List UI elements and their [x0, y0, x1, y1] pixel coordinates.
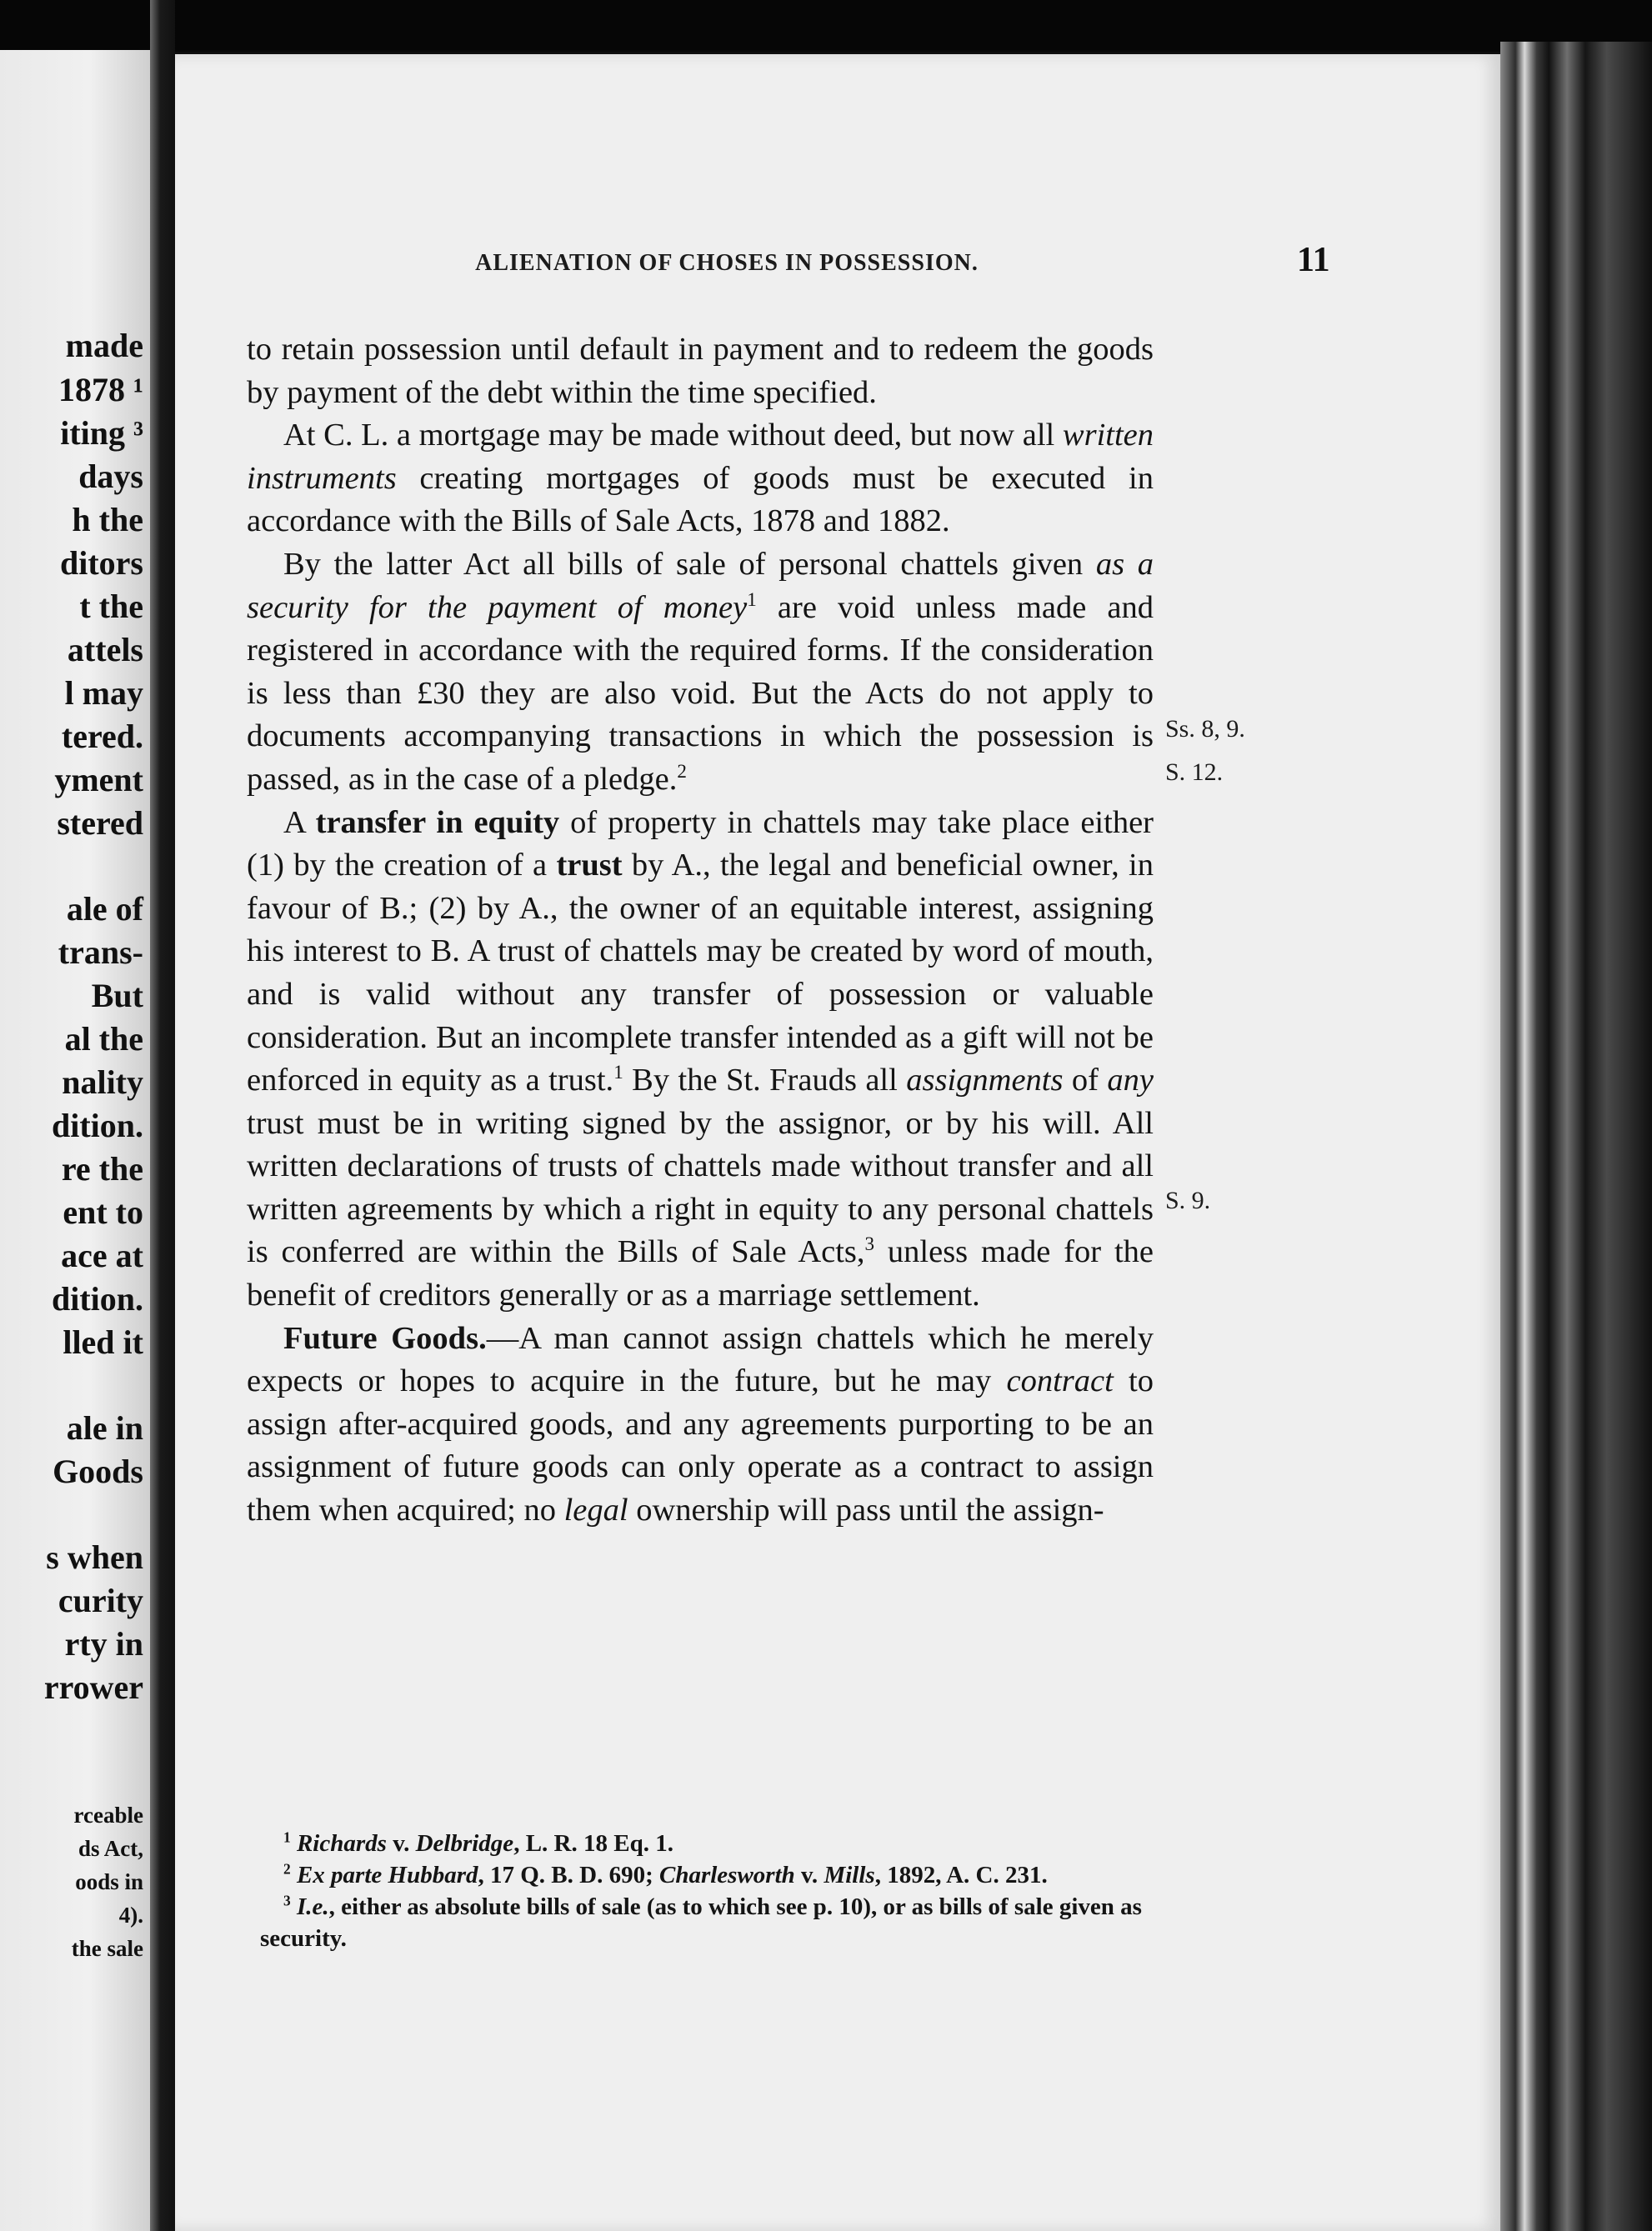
- left-fragment: iting ³: [60, 414, 143, 452]
- left-fragment: ent to: [63, 1193, 143, 1231]
- margin-note: S. 12.: [1165, 758, 1224, 786]
- left-fragment: ale of: [66, 890, 143, 928]
- paragraph-future-goods: Future Goods.—A man cannot assign chattels which he merely expects or hopes to acquire in the future, but he may contract to assign after-acquired goods, and any agreements purporting to be an assignment of future goods can only operate as a contract to assign them when acquired; no legal ownership will pass until the assign-: [247, 1320, 1154, 1528]
- emphasis-written-instruments: written instruments: [247, 418, 1154, 496]
- left-fragment: ace at: [61, 1237, 143, 1274]
- emphasis-security: as a security for the payment of money: [247, 546, 1154, 625]
- emphasis-contract: contract: [1006, 1363, 1114, 1399]
- emphasis-legal: legal: [563, 1493, 628, 1528]
- footnote-1: $^1$ Richards v. Delbridge, L. R. 18 Eq. 1.: [283, 1828, 673, 1857]
- term-transfer-in-equity: transfer in equity: [315, 804, 560, 840]
- left-footnote-fragment: rceable: [73, 1803, 143, 1828]
- left-fragment: curity: [58, 1582, 143, 1619]
- left-footnote-fragment: 4).: [118, 1903, 143, 1928]
- left-fragment: re the: [61, 1150, 143, 1188]
- left-fragment: nality: [62, 1063, 143, 1101]
- left-fragment: al the: [64, 1020, 143, 1058]
- footnote-ref: 1: [613, 1061, 623, 1083]
- footnotes: [260, 1828, 1167, 1954]
- left-fragment: attels: [67, 631, 143, 668]
- left-fragment: yment: [54, 761, 143, 798]
- left-fragment: days: [78, 458, 143, 495]
- footnote-2: $^2$ Ex parte Hubbard, 17 Q. B. D. 690; Charlesworth v. Mills, 1892, A. C. 231.: [283, 1860, 1048, 1888]
- footnote-ref: 3: [864, 1233, 875, 1255]
- term-trust: trust: [556, 848, 623, 883]
- left-fragment: t the: [79, 588, 143, 625]
- paragraph-transfer-in-equity: A transfer in equity of property in chattels may take place either (1) by the creation of a trust by A., the legal and beneficial owner, in favour of B.; (2) by A., the owner of an equitable interest, assigning his interest to B. A trust of chattels may be created by word of mouth, and is valid without any transfer of possession or valuable consideration. But an incomplete transfer intended as a gift will not be enforced in equity as a trust.$^1$ By the St. Frauds all assignments of any trust must be in writing signed by the assignor, or by his will. All written declarations of trusts of chattels made without transfer and all written agreements by which a right in equity to any personal chattels is conferred are within the Bills of Sale Acts,$^3$ unless made for the benefit of creditors generally or as a marriage settlement.: [247, 804, 1154, 1313]
- paragraph-common-law: At C. L. a mortgage may be made without deed, but now all written instruments creating mortgages of goods must be executed in accordance with the Bills of Sale Acts, 1878 and 1882.: [247, 418, 1154, 539]
- heading-future-goods: Future Goods.: [283, 1320, 487, 1356]
- left-fragment: rrower: [43, 1668, 143, 1706]
- paragraph-bills-of-sale: By the latter Act all bills of sale of personal chattels given as a security for the payment of money$^1$ are void unless made and registered in accordance with the required forms. If the consideration is less than £30 they are also void. But the Acts do not apply to documents accompanying transactions in which the possession is passed, as in the case of a pledge.$^2$: [247, 546, 1154, 797]
- left-footnote-fragment: oods in: [75, 1869, 143, 1894]
- margin-note: S. 9.: [1165, 1187, 1211, 1214]
- book-gutter: [150, 0, 175, 2231]
- left-fragment: rty in: [64, 1625, 143, 1663]
- left-fragment: ditors: [60, 544, 143, 582]
- left-fragment: 1878 ¹: [58, 371, 143, 408]
- left-fragment: dition.: [51, 1107, 143, 1144]
- running-head: ALIENATION OF CHOSES IN POSSESSION.: [475, 250, 979, 276]
- left-footnote-fragment: ds Act,: [78, 1836, 143, 1861]
- footnote-ref: 1: [747, 588, 757, 610]
- left-fragment: s when: [46, 1538, 143, 1576]
- paragraph-continuation: to retain possession until default in payment and to redeem the goods by payment of the debt within the time specified.: [247, 332, 1154, 410]
- left-footnote-fragment: the sale: [71, 1936, 143, 1961]
- left-fragment: dition.: [51, 1280, 143, 1318]
- main-text: [247, 328, 1154, 1533]
- margin-note: Ss. 8, 9.: [1165, 715, 1245, 743]
- emphasis-any: any: [1107, 1063, 1154, 1098]
- left-fragment: Goods: [53, 1453, 143, 1490]
- left-fragment: lled it: [63, 1323, 143, 1361]
- emphasis-assignments: assignments: [906, 1063, 1064, 1098]
- left-fragment: trans-: [58, 933, 143, 971]
- footnote-3: $^3$ I.e., either as absolute bills of sale (as to which see p. 10), or as bills of sale given as security.: [260, 1892, 1142, 1952]
- left-fragment: h the: [72, 501, 143, 538]
- left-fragment: made: [65, 327, 143, 364]
- scan-top-border: [0, 0, 1652, 52]
- left-fragment: But: [91, 977, 143, 1014]
- left-fragment: l may: [64, 674, 143, 712]
- previous-page-edge: [0, 50, 150, 2231]
- left-fragment: ale in: [66, 1409, 143, 1447]
- book-fore-edge: [1500, 42, 1652, 2231]
- left-fragment: stered: [57, 804, 143, 842]
- left-fragment: tered.: [61, 718, 143, 755]
- page-number: 11: [1297, 241, 1330, 279]
- footnote-ref: 2: [677, 760, 687, 783]
